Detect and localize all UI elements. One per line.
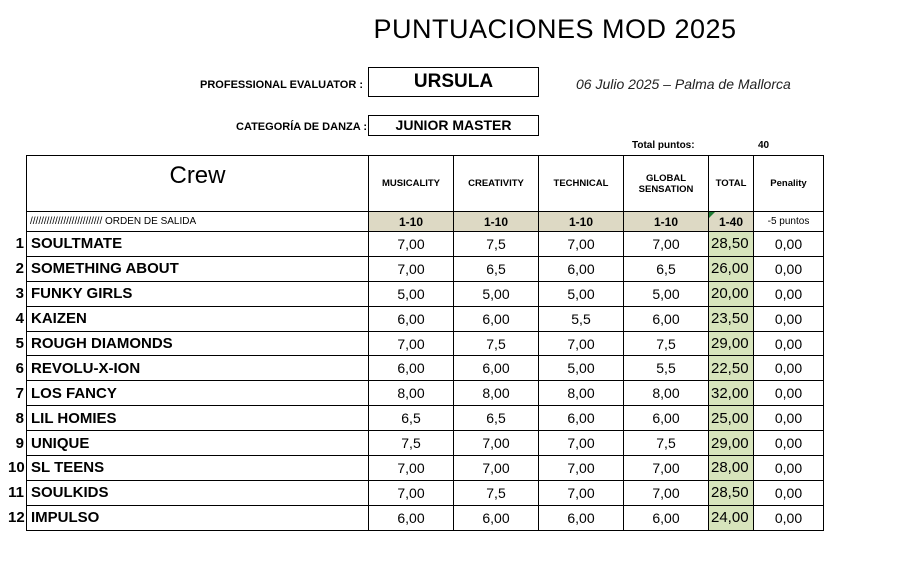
- creativity-cell: 7,00: [454, 431, 539, 456]
- total-cell: 32,00: [709, 381, 754, 406]
- crew-name: SOULKIDS: [31, 484, 109, 502]
- category-label: CATEGORÍA DE DANZA :: [236, 121, 367, 133]
- category-value: JUNIOR MASTER: [368, 115, 539, 136]
- global-cell: 6,00: [624, 505, 709, 530]
- crew-name-cell: [8, 505, 369, 530]
- table-row: [27, 456, 824, 481]
- technical-scale: 1-10: [539, 212, 624, 232]
- penality-cell: 0,00: [754, 331, 824, 356]
- technical-header: TECHNICAL: [539, 156, 624, 212]
- global-cell: 7,5: [624, 331, 709, 356]
- global-cell: 5,5: [624, 356, 709, 381]
- total-cell: 23,50: [709, 306, 754, 331]
- table-row: [27, 406, 824, 431]
- row-number: 12: [8, 509, 25, 527]
- crew-name: FUNKY GIRLS: [31, 285, 133, 303]
- table-row: [27, 281, 824, 306]
- total-cell: 24,00: [709, 505, 754, 530]
- penality-cell: 0,00: [754, 505, 824, 530]
- evaluator-label: PROFESSIONAL EVALUATOR :: [200, 79, 363, 91]
- total-cell: 20,00: [709, 281, 754, 306]
- penality-cell: 0,00: [754, 256, 824, 281]
- row-number: 6: [15, 359, 24, 377]
- penality-cell: 0,00: [754, 456, 824, 481]
- technical-cell: 7,00: [539, 456, 624, 481]
- row-number: 2: [15, 260, 24, 278]
- crew-name: SOMETHING ABOUT: [31, 260, 179, 278]
- technical-cell: 6,00: [539, 505, 624, 530]
- creativity-cell: 6,00: [454, 356, 539, 381]
- total-points-label: Total puntos:: [632, 140, 695, 151]
- penality-cell: 0,00: [754, 381, 824, 406]
- total-cell: 28,50: [709, 480, 754, 505]
- penality-cell: 0,00: [754, 406, 824, 431]
- creativity-cell: 6,00: [454, 306, 539, 331]
- technical-cell: 7,00: [539, 431, 624, 456]
- table-row: [27, 256, 824, 281]
- row-number: 4: [15, 310, 24, 328]
- row-number: 7: [15, 384, 24, 402]
- crew-name-cell: [15, 356, 369, 381]
- penality-header: Penality: [754, 156, 824, 212]
- penality-cell: 0,00: [754, 356, 824, 381]
- creativity-cell: 6,5: [454, 406, 539, 431]
- musicality-cell: 7,00: [369, 456, 454, 481]
- total-cell: 28,00: [709, 456, 754, 481]
- crew-name: ROUGH DIAMONDS: [31, 335, 173, 352]
- penality-cell: 0,00: [754, 232, 824, 257]
- musicality-cell: 6,00: [369, 356, 454, 381]
- crew-name-cell: [15, 381, 369, 406]
- scale-row: [27, 212, 824, 232]
- creativity-header: CREATIVITY: [454, 156, 539, 212]
- crew-name: LIL HOMIES: [31, 409, 117, 427]
- technical-cell: 7,00: [539, 480, 624, 505]
- musicality-cell: 7,00: [369, 232, 454, 257]
- technical-cell: 8,00: [539, 381, 624, 406]
- global-cell: 5,00: [624, 281, 709, 306]
- scores-table: [8, 155, 824, 531]
- musicality-cell: 6,00: [369, 505, 454, 530]
- page-title: PUNTUACIONES MOD 2025: [373, 14, 737, 44]
- creativity-cell: 7,5: [454, 480, 539, 505]
- crew-name-cell: [15, 306, 369, 331]
- table-row: [27, 232, 824, 257]
- technical-cell: 7,00: [539, 331, 624, 356]
- creativity-scale: 1-10: [454, 212, 539, 232]
- creativity-cell: 6,5: [454, 256, 539, 281]
- musicality-cell: 6,00: [369, 306, 454, 331]
- musicality-cell: 7,00: [369, 256, 454, 281]
- crew-name: LOS FANCY: [31, 384, 117, 402]
- crew-header: Crew: [27, 156, 369, 212]
- total-cell: 28,50: [709, 232, 754, 257]
- global-cell: 7,5: [624, 431, 709, 456]
- global-cell: 6,00: [624, 306, 709, 331]
- musicality-cell: 5,00: [369, 281, 454, 306]
- crew-name-cell: [15, 232, 369, 257]
- global-cell: 6,00: [624, 406, 709, 431]
- creativity-cell: 8,00: [454, 381, 539, 406]
- penality-cell: 0,00: [754, 480, 824, 505]
- creativity-cell: 7,5: [454, 232, 539, 257]
- musicality-cell: 6,5: [369, 406, 454, 431]
- table-row: [27, 356, 824, 381]
- table-row: [27, 331, 824, 356]
- table-row: [27, 480, 824, 505]
- global-cell: 7,00: [624, 232, 709, 257]
- global-scale: 1-10: [624, 212, 709, 232]
- order-label: ////////////////////////// ORDEN DE SALIDA: [27, 212, 369, 232]
- crew-name-cell: [8, 480, 369, 505]
- technical-cell: 6,00: [539, 256, 624, 281]
- penality-scale: -5 puntos: [754, 212, 824, 232]
- penality-cell: 0,00: [754, 281, 824, 306]
- row-number: 9: [15, 434, 24, 452]
- table-row: [27, 306, 824, 331]
- total-cell: 29,00: [709, 331, 754, 356]
- evaluator-name: URSULA: [368, 67, 539, 97]
- total-cell: 25,00: [709, 406, 754, 431]
- cell-marker: [709, 212, 715, 218]
- crew-name-cell: [15, 431, 369, 456]
- creativity-cell: 7,5: [454, 331, 539, 356]
- penality-cell: 0,00: [754, 306, 824, 331]
- total-scale: [709, 212, 754, 232]
- creativity-cell: 7,00: [454, 456, 539, 481]
- row-number: 1: [15, 235, 24, 253]
- total-scale-text: 1-40: [718, 214, 744, 229]
- technical-cell: 5,00: [539, 356, 624, 381]
- creativity-cell: 6,00: [454, 505, 539, 530]
- global-cell: 8,00: [624, 381, 709, 406]
- date-place: 06 Julio 2025 – Palma de Mallorca: [576, 76, 791, 92]
- musicality-cell: 7,00: [369, 480, 454, 505]
- musicality-cell: 7,5: [369, 431, 454, 456]
- global-cell: 7,00: [624, 480, 709, 505]
- global-sensation-header: GLOBAL SENSATION: [624, 156, 709, 212]
- header-row: [27, 156, 824, 212]
- crew-name: IMPULSO: [31, 509, 100, 527]
- crew-name: UNIQUE: [31, 434, 90, 452]
- crew-name: SL TEENS: [31, 459, 105, 477]
- crew-name-cell: [15, 256, 369, 281]
- table-row: [27, 381, 824, 406]
- technical-cell: 6,00: [539, 406, 624, 431]
- crew-name: REVOLU-X-ION: [31, 359, 141, 377]
- technical-cell: 7,00: [539, 232, 624, 257]
- musicality-cell: 8,00: [369, 381, 454, 406]
- technical-cell: 5,00: [539, 281, 624, 306]
- total-points-value: 40: [758, 140, 770, 151]
- global-cell: 6,5: [624, 256, 709, 281]
- crew-name: KAIZEN: [31, 310, 87, 328]
- crew-name-cell: [15, 406, 369, 431]
- crew-name: SOULTMATE: [31, 235, 123, 253]
- total-cell: 22,50: [709, 356, 754, 381]
- technical-cell: 5,5: [539, 306, 624, 331]
- row-number: 11: [8, 484, 24, 502]
- total-header: TOTAL: [709, 156, 754, 212]
- musicality-scale: 1-10: [369, 212, 454, 232]
- musicality-header: MUSICALITY: [369, 156, 454, 212]
- crew-name-cell: [15, 281, 369, 306]
- table-row: [27, 431, 824, 456]
- row-number: 10: [8, 459, 25, 477]
- row-number: 8: [15, 409, 24, 427]
- crew-name-cell: [15, 331, 369, 356]
- total-cell: 26,00: [709, 256, 754, 281]
- creativity-cell: 5,00: [454, 281, 539, 306]
- penality-cell: 0,00: [754, 431, 824, 456]
- crew-name-cell: [8, 456, 369, 481]
- global-cell: 7,00: [624, 456, 709, 481]
- row-number: 3: [15, 285, 24, 303]
- table-row: [27, 505, 824, 530]
- musicality-cell: 7,00: [369, 331, 454, 356]
- row-number: 5: [15, 335, 24, 352]
- total-cell: 29,00: [709, 431, 754, 456]
